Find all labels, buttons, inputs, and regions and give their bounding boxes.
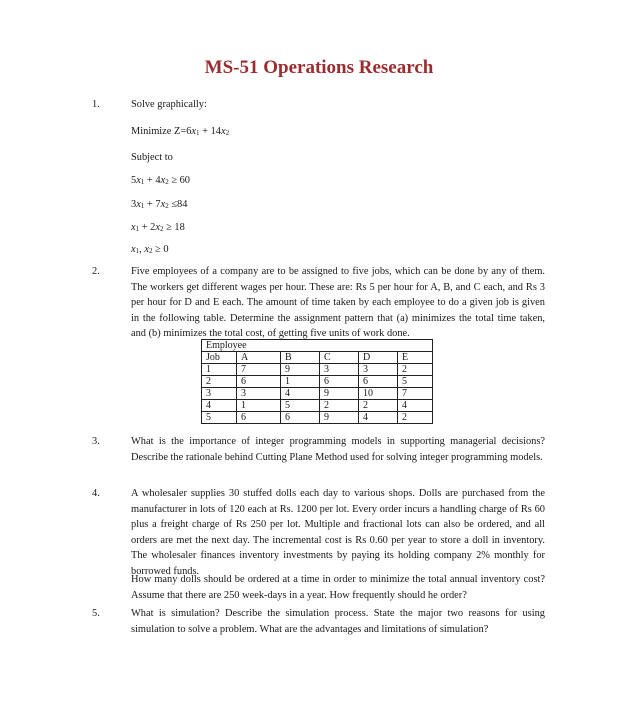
table-cell: 6 [320,376,359,388]
table-cell: 4 [281,388,320,400]
q5-text: What is simulation? Describe the simulation process. State the major two reasons for using simulation to solve a problem. What are the advantages and limitations of simulation? [131,608,545,635]
table-row [202,412,433,424]
column-header: B [281,352,320,364]
table-row [202,400,433,412]
table-cell: 4 [398,400,433,412]
column-header: D [359,352,398,364]
q1-constraint-3: $x_1 + 2x_2 \ge 18$ [131,222,185,233]
table-cell: 1 [237,400,281,412]
table-cell: 4 [359,412,398,424]
table-cell: 6 [237,412,281,424]
q1-nonnegativity: $x_1$, $x_2 \ge 0$ [131,244,169,255]
q1-constraint-1: $5x_1 + 4x_2 \ge 60$ [131,175,191,186]
employee-table [201,339,433,424]
table-cell: 3 [359,364,398,376]
table-cell: 1 [281,376,320,388]
table-caption-row [202,340,433,352]
table-header-row [202,352,433,364]
table-cell: 2 [398,412,433,424]
table-cell: 2 [359,400,398,412]
q1-subject-to: Subject to [131,152,173,163]
q4-text-2: How many dolls should be ordered at a time in order to minimize the total annual inventory cost? Assume that there are 250 week-days in a year. How frequently should he order? [131,574,545,601]
column-header: E [398,352,433,364]
table-cell: 3 [320,364,359,376]
q1-prompt: Solve graphically: [131,99,207,110]
question-number: 3. [92,436,100,447]
q1-objective: Minimize $Z=6x_1 + 14x_2$ [131,126,230,137]
table-caption: Employee [202,340,433,352]
table-cell: 2 [320,400,359,412]
table-cell: 1 [202,364,237,376]
table-cell: 5 [398,376,433,388]
table-cell: 5 [281,400,320,412]
table-cell: 6 [281,412,320,424]
table-cell: 4 [202,400,237,412]
table-cell: 6 [237,376,281,388]
question-number: 5. [92,608,100,619]
table-row [202,364,433,376]
table-cell: 9 [281,364,320,376]
table-row [202,376,433,388]
table-cell: 9 [320,412,359,424]
column-header: Job [202,352,237,364]
table-cell: 6 [359,376,398,388]
question-number: 2. [92,266,100,277]
table-cell: 2 [202,376,237,388]
table-cell: 10 [359,388,398,400]
question-number: 4. [92,488,100,499]
table-row [202,388,433,400]
table-cell: 7 [237,364,281,376]
question-number: 1. [92,99,100,110]
column-header: A [237,352,281,364]
q3-text: What is the importance of integer programming models in supporting managerial decisions? Describe the rationale behind Cutting Plane Method used for solving integer programming models. [131,436,545,463]
q2-text: Five employees of a company are to be assigned to five jobs, which can be done by any of them. The workers get different wages per hour. These are: Rs 5 per hour for A, B, and C each, and Rs 3 per hour for D and E each. The amount of time taken by each employee to do a given job is given in the following table. Determine the assignment pattern that (a) minimizes the total time taken, and (b) minimizes the total cost, of getting five units of work done. [131,266,545,340]
table-cell: 3 [237,388,281,400]
q4-text: A wholesaler supplies 30 stuffed dolls each day to various shops. Dolls are purchased from the manufacturer in lots of 120 each at Rs. 1200 per lot. Every order incurs a handling charge of Rs 60 plus a freight charge of Rs 250 per lot. Multiple and fractional lots can also be ordered, and all orders are met the next day. The incremental cost is Rs 0.60 per year to store a doll in inventory. The wholesaler finances inventory investments by paying its holding company 2% monthly for borrowed funds. [131,488,545,577]
column-header: C [320,352,359,364]
page-title: MS-51 Operations Research [204,57,434,78]
table-cell: 9 [320,388,359,400]
q1-constraint-2: $3x_1 + 7x_2 \le 84$ [131,199,188,210]
table-cell: 5 [202,412,237,424]
table-cell: 2 [398,364,433,376]
table-cell: 7 [398,388,433,400]
table-cell: 3 [202,388,237,400]
